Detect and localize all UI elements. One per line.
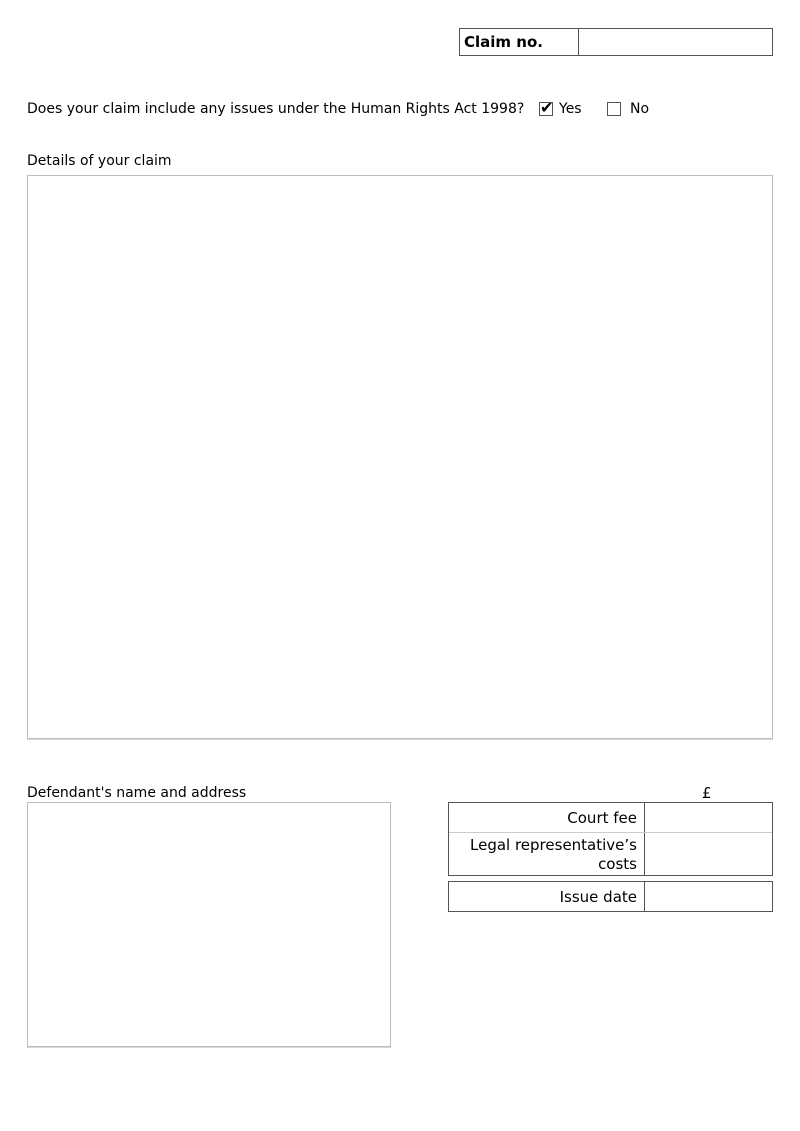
human-rights-yes-option[interactable] bbox=[539, 100, 582, 118]
details-label: Details of your claim bbox=[27, 153, 172, 169]
legal-costs-row bbox=[449, 832, 772, 875]
claim-number-field[interactable] bbox=[579, 29, 772, 55]
legal-costs-field[interactable] bbox=[645, 833, 772, 875]
yes-label: Yes bbox=[559, 101, 582, 117]
issue-date-row bbox=[448, 881, 773, 912]
no-checkbox[interactable] bbox=[607, 102, 621, 116]
claim-number-box bbox=[459, 28, 773, 56]
legal-costs-label-line1: Legal representative’s bbox=[470, 836, 637, 854]
defendant-address-field[interactable] bbox=[27, 802, 391, 1047]
checkmark-icon: ✔ bbox=[540, 98, 554, 117]
legal-costs-label bbox=[449, 833, 645, 875]
yes-checkbox[interactable] bbox=[539, 98, 554, 117]
human-rights-no-option[interactable] bbox=[607, 100, 649, 118]
issue-date-label: Issue date bbox=[449, 882, 645, 911]
currency-symbol: £ bbox=[702, 784, 712, 802]
human-rights-question: Does your claim include any issues under the Human Rights Act 1998? bbox=[27, 101, 525, 117]
court-fee-row bbox=[449, 803, 772, 832]
issue-date-field[interactable] bbox=[645, 882, 772, 911]
claim-number-label: Claim no. bbox=[460, 29, 579, 55]
fees-table bbox=[448, 802, 773, 876]
court-fee-label: Court fee bbox=[449, 803, 645, 832]
claim-details-field[interactable] bbox=[27, 175, 773, 739]
court-fee-field[interactable] bbox=[645, 803, 772, 832]
defendant-label: Defendant's name and address bbox=[27, 785, 247, 801]
legal-costs-label-line2: costs bbox=[598, 855, 637, 873]
no-label: No bbox=[630, 101, 650, 117]
